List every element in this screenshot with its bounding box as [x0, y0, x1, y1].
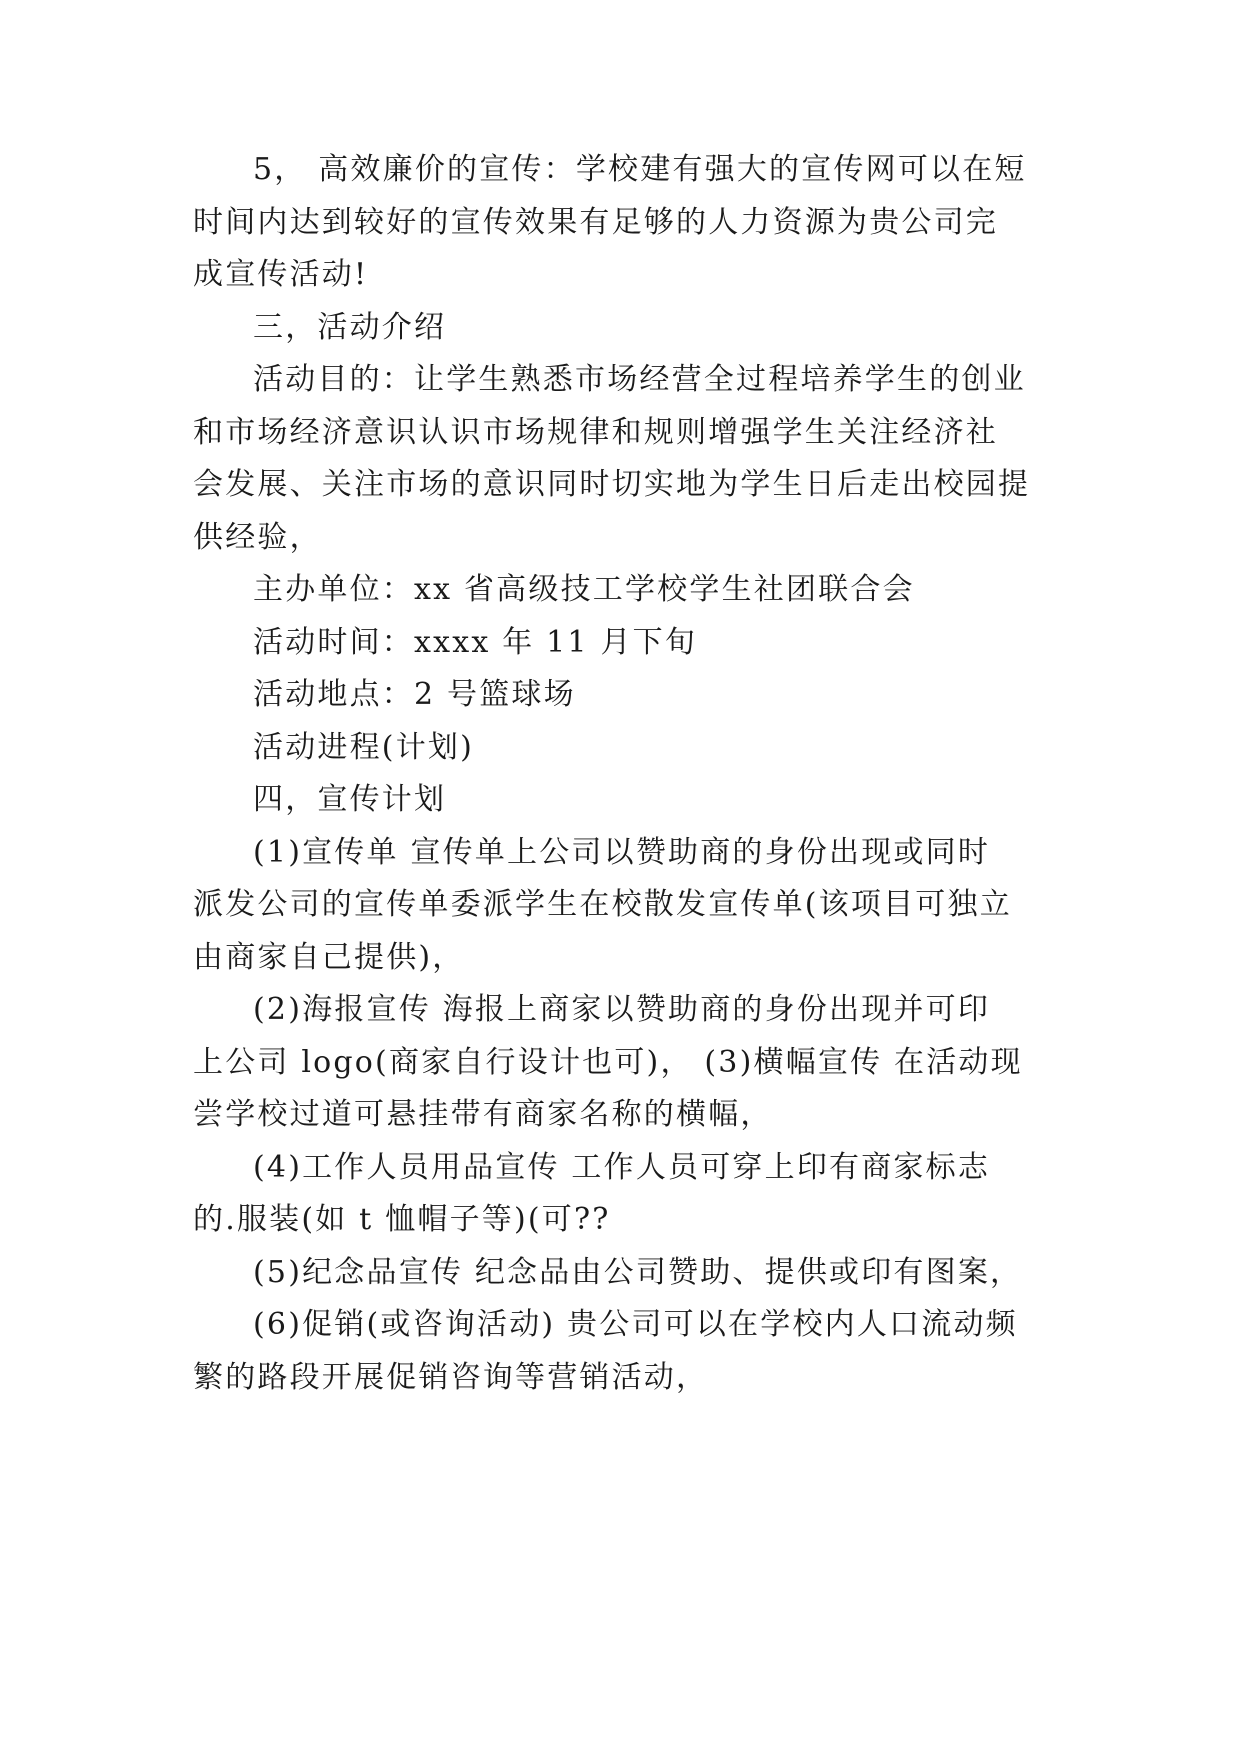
info-line-organizer: 主办单位：xx 省高级技工学校学生社团联合会: [253, 572, 915, 607]
paragraph-line: 5， 高效廉价的宣传：学校建有强大的宣传网可以在短: [253, 152, 1027, 187]
paragraph-line: 上公司 logo(商家自行设计也可)， (3)横幅宣传 在活动现: [193, 1045, 1023, 1080]
paragraph-line: 成宣传活动!: [193, 257, 369, 292]
section-heading: 三，活动介绍: [253, 310, 447, 345]
paragraph-line: 的.服装(如 t 恤帽子等)(可??: [193, 1202, 611, 1237]
paragraph-line: (1)宣传单 宣传单上公司以赞助商的身份出现或同时: [253, 835, 991, 870]
paragraph-line: 派发公司的宣传单委派学生在校散发宣传单(该项目可独立: [193, 887, 1012, 922]
paragraph-line: 时间内达到较好的宣传效果有足够的人力资源为贵公司完: [193, 205, 998, 240]
paragraph-line: (5)纪念品宣传 纪念品由公司赞助、提供或印有图案，: [253, 1255, 1023, 1290]
paragraph-line: (4)工作人员用品宣传 工作人员可穿上印有商家标志: [253, 1150, 991, 1185]
info-line-schedule: 活动进程(计划): [253, 730, 475, 765]
section-heading: 四，宣传计划: [253, 782, 447, 817]
paragraph-line: 会发展、关注市场的意识同时切实地为学生日后走出校园提: [193, 467, 1031, 502]
paragraph-line: 活动目的：让学生熟悉市场经营全过程培养学生的创业: [253, 362, 1026, 397]
paragraph-line: (6)促销(或咨询活动) 贵公司可以在学校内人口流动频: [253, 1307, 1018, 1342]
paragraph-line: 供经验，: [193, 520, 322, 555]
paragraph-line: (2)海报宣传 海报上商家以赞助商的身份出现并可印: [253, 992, 991, 1027]
info-line-time: 活动时间：xxxx 年 11 月下旬: [253, 625, 698, 660]
paragraph-line: 由商家自己提供)，: [193, 940, 465, 975]
paragraph-line: 尝学校过道可悬挂带有商家名称的横幅，: [193, 1097, 773, 1132]
info-line-location: 活动地点：2 号篮球场: [253, 677, 576, 712]
paragraph-line: 和市场经济意识认识市场规律和规则增强学生关注经济社: [193, 415, 998, 450]
paragraph-line: 繁的路段开展促销咨询等营销活动，: [193, 1360, 709, 1395]
